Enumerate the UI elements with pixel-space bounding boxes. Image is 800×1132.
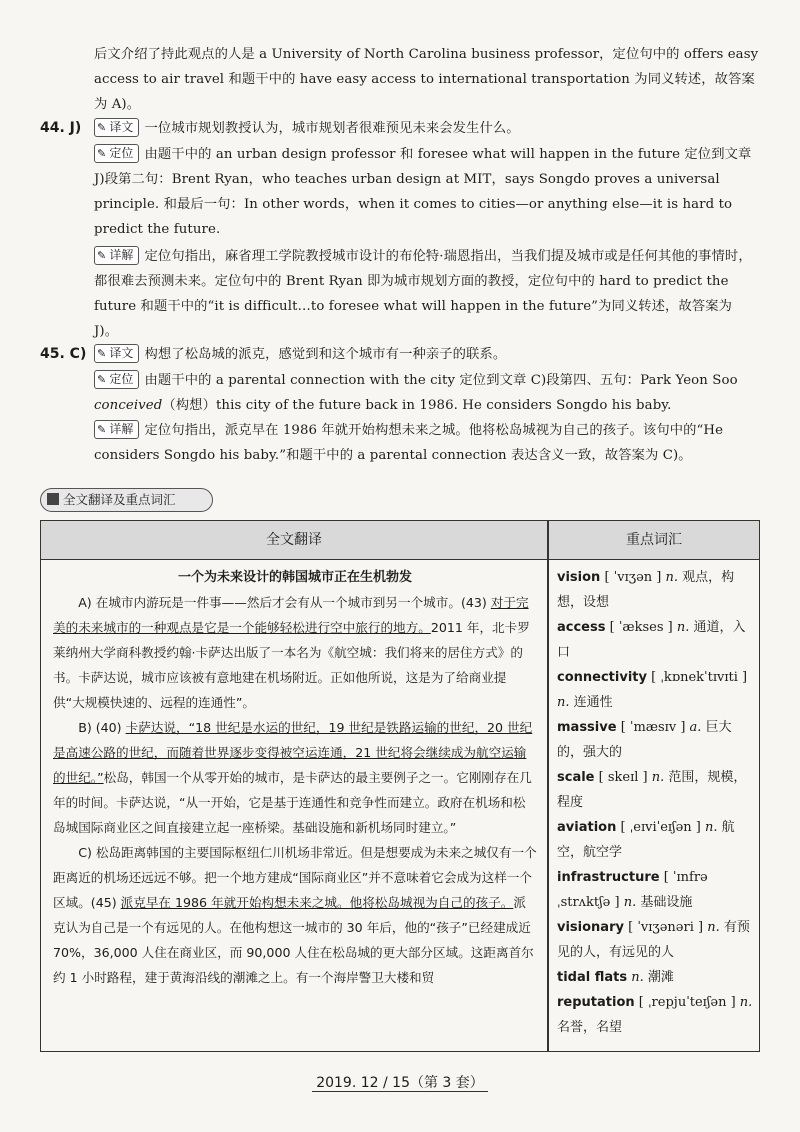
vocab-item: aviation [ ˌeɪviˈeɪʃən ] n. 航空，航空学 <box>557 820 735 860</box>
section-title: 全文翻译及重点词汇 <box>63 492 176 507</box>
pen-icon: ✎ <box>97 347 107 360</box>
q45-locate-text-a: 由题干中的 a parental connection with the city 定位到文章 C)段第四、五句：Park Yeon Soo <box>144 373 738 388</box>
q44-explain <box>94 244 760 344</box>
vocab-column <box>557 565 753 1040</box>
q45-translation <box>94 342 760 367</box>
question-44-number: 44. J) <box>40 120 82 136</box>
header-vocab: 重点词汇 <box>626 532 682 548</box>
q45-explain-text: 定位句指出，派克早在 1986 年就开始构想未来之城。他将松岛城视为自己的孩子。该句中的“He considers Songdo his baby.”和题干中的 a parental connection 表达含义一致，故答案为 C)。 <box>94 423 724 463</box>
q44-explain-text: 定位句指出，麻省理工学院教授城市设计的布伦特·瑞恩指出，当我们提及城市或是任何其他的事情时，都很难去预测未来。定位句中的 Brent Ryan 即为城市规划方面的教授，定位句中的 hard to predict the future 和题干中的“it is difficult…to foresee what will happen in the future”为同义转述，故答案为 J)。 <box>94 249 752 339</box>
q45-translation-text: 构想了松岛城的派克，感觉到和这个城市有一种亲子的联系。 <box>144 347 507 362</box>
q44-translation-text: 一位城市规划教授认为，城市规划者很难预见未来会发生什么。 <box>144 121 520 136</box>
vocab-item: massive [ ˈmæsɪv ] a. 巨大的，强大的 <box>557 720 732 760</box>
vocab-item: access [ ˈækses ] n. 通道，入口 <box>557 620 746 660</box>
page-footer <box>0 1072 800 1092</box>
pen-icon: ✎ <box>97 249 107 262</box>
table-header <box>41 521 759 560</box>
translation-tag: ✎ 译文 <box>94 344 139 363</box>
article-title: 一个为未来设计的韩国城市正在生机勃发 <box>177 570 412 585</box>
paragraph-b: B) (40) 卡萨达说，“18 世纪是水运的世纪，19 世纪是铁路运输的世纪，20 世纪是高速公路的世纪，而随着世界逐步变得被空运连通，21 世纪将会继续成为航空运输的世纪。”松岛，韩国一个从零开始的城市，是卡萨达的最主要例子之一。它刚刚存在几年的时间。卡萨达说，“从一开始，它是基于连通性和竞争性而建立。政府在机场和松岛城国际商业区之间直接建立起一座桥梁。基础设施和新机场同时建立。” <box>53 720 533 835</box>
vocab-item: visionary [ ˈvɪʒənəri ] n. 有预见的人，有远见的人 <box>557 920 750 960</box>
explain-tag: ✎ 详解 <box>94 246 139 265</box>
q44-locate <box>94 142 760 242</box>
q45-locate <box>94 368 760 418</box>
q44-locate-text: 由题干中的 an urban design professor 和 foresee what will happen in the future 定位到文章 J)段第二句：Brent Ryan，who teaches urban design at MIT，says Songdo proves a universal principle. 和最后一句：In other words，when it comes to cities—or anything else—it is hard to predict the future. <box>94 147 752 237</box>
pen-icon: ✎ <box>97 423 107 436</box>
vocab-item: reputation [ ˌrepjuˈteɪʃən ] n. 名誉，名望 <box>557 995 753 1035</box>
question-45-number: 45. C) <box>40 346 87 362</box>
q45-locate-text-b: （构想）this city of the future back in 1986. He considers Songdo his baby. <box>162 398 672 413</box>
vocab-item: infrastructure [ ˈɪnfrəˌstrʌktʃə ] n. 基础设施 <box>557 870 708 910</box>
header-translation: 全文翻译 <box>266 532 322 548</box>
locate-tag: ✎ 定位 <box>94 144 139 163</box>
locate-tag: ✎ 定位 <box>94 370 139 389</box>
paragraph-c: C) 松岛距离韩国的主要国际枢纽仁川机场非常近。但是想要成为未来之城仅有一个距离近的机场还远远不够。把一个地方建成“国际商业区”并不意味着它会成为这样一个区域。(45) 派克早在 1986 年就开始构想未来之城。他将松岛城视为自己的孩子。派克认为自己是一个有远见的人。在他构想这一城市的 30 年后，他的“孩子”已经建成近 70%，36,000 人住在商业区，而 90,000 人住在松岛城的更大部分区域。这距离首尔约 1 小时路程，建于黄海沿线的潮滩之上。有一个海岸警卫大楼和贸 <box>53 845 537 985</box>
vocab-item: scale [ skeɪl ] n. 范围，规模，程度 <box>557 770 747 810</box>
explain-tag: ✎ 详解 <box>94 420 139 439</box>
column-divider <box>547 521 549 1051</box>
q45-explain <box>94 418 760 468</box>
pen-icon: ✎ <box>97 373 107 386</box>
pen-icon: ✎ <box>97 147 107 160</box>
vocab-item: connectivity [ ˌkɒnekˈtɪvɪti ] n. 连通性 <box>557 670 748 710</box>
paragraph-a: A) 在城市内游玩是一件事——然后才会有从一个城市到另一个城市。(43) 对于完美的未来城市的一种观点是它是一个能够轻松进行空中旅行的地方。2011 年，北卡罗莱纳州大学商科教授约翰·卡萨达出版了一本名为《航空城：我们将来的居住方式》的书。卡萨达说，城市应该被有意地建在机场附近。正如他所说，这是为了给商业提供“大规模快速的、远程的连通性”。 <box>53 595 530 710</box>
vocab-item: tidal flats n. 潮滩 <box>557 970 674 985</box>
vocab-item: vision [ ˈvɪʒən ] n. 观点，构想，设想 <box>557 570 735 610</box>
translation-vocab-table <box>40 520 760 1052</box>
translation-column <box>53 565 537 990</box>
answer-43-continuation: 后文介绍了持此观点的人是 a University of North Carolina business professor，定位句中的 offers easy access to air travel 和题干中的 have easy access to international transportation 为同义转述，故答案为 A)。 <box>94 47 759 112</box>
q45-locate-italic: conceived <box>94 398 163 413</box>
translation-tag: ✎ 译文 <box>94 118 139 137</box>
page-number: 2019. 12 / 15（第 3 套） <box>312 1075 488 1092</box>
q44-translation <box>94 116 760 141</box>
pen-icon: ✎ <box>97 121 107 134</box>
section-header <box>40 488 213 512</box>
book-icon <box>47 493 59 505</box>
